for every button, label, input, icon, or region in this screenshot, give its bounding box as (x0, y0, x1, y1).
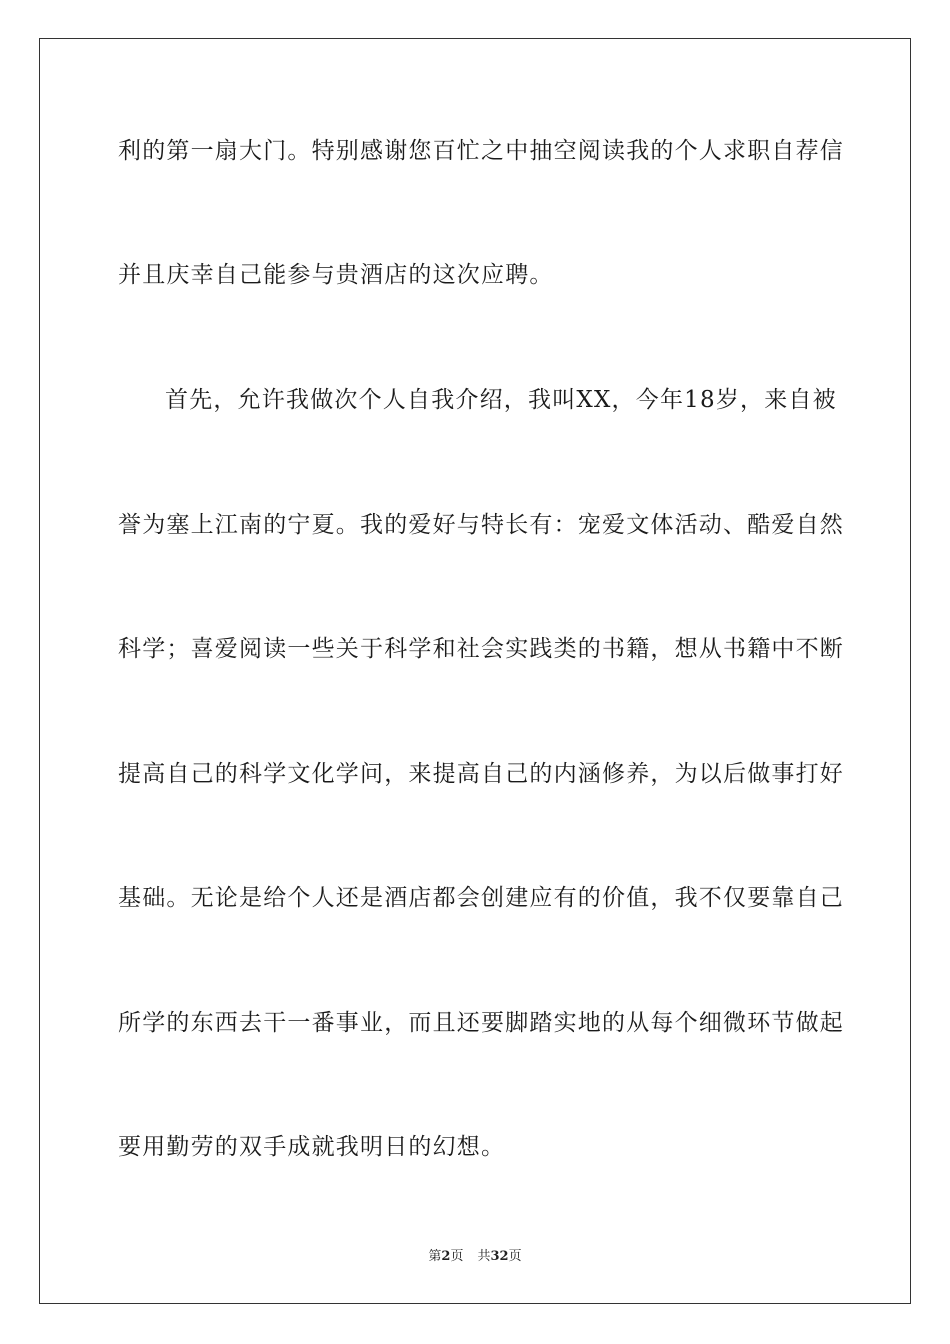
text-line-5: 科学；喜爱阅读一些关于科学和社会实践类的书籍，想从书籍中不断 (118, 636, 844, 662)
text-line-8: 所学的东西去干一番事业，而且还要脚踏实地的从每个细微环节做起 (118, 1010, 844, 1036)
text-line-7: 基础。无论是给个人还是酒店都会创建应有的价值，我不仅要靠自己 (118, 885, 844, 911)
text-line-3: 首先，允许我做次个人自我介绍，我叫XX，今年18岁，来自被 (165, 387, 837, 413)
text-line-9: 要用勤劳的双手成就我明日的幻想。 (118, 1134, 506, 1160)
page-number: 2 (441, 1249, 451, 1264)
page-footer (0, 1248, 950, 1266)
total-suffix: 页 (508, 1249, 522, 1264)
page-suffix: 页 (450, 1249, 464, 1264)
page-frame (39, 38, 911, 1304)
text-line-1: 利的第一扇大门。特别感谢您百忙之中抽空阅读我的个人求职自荐信 (118, 138, 844, 164)
page-prefix: 第 (428, 1249, 442, 1264)
total-pages: 32 (490, 1249, 509, 1264)
text-line-2: 并且庆幸自己能参与贵酒店的这次应聘。 (118, 262, 554, 288)
text-line-4: 誉为塞上江南的宁夏。我的爱好与特长有：宠爱文体活动、酷爱自然 (118, 512, 844, 538)
total-prefix: 共 (477, 1249, 491, 1264)
text-line-6: 提高自己的科学文化学问，来提高自己的内涵修养，为以后做事打好 (118, 761, 844, 787)
